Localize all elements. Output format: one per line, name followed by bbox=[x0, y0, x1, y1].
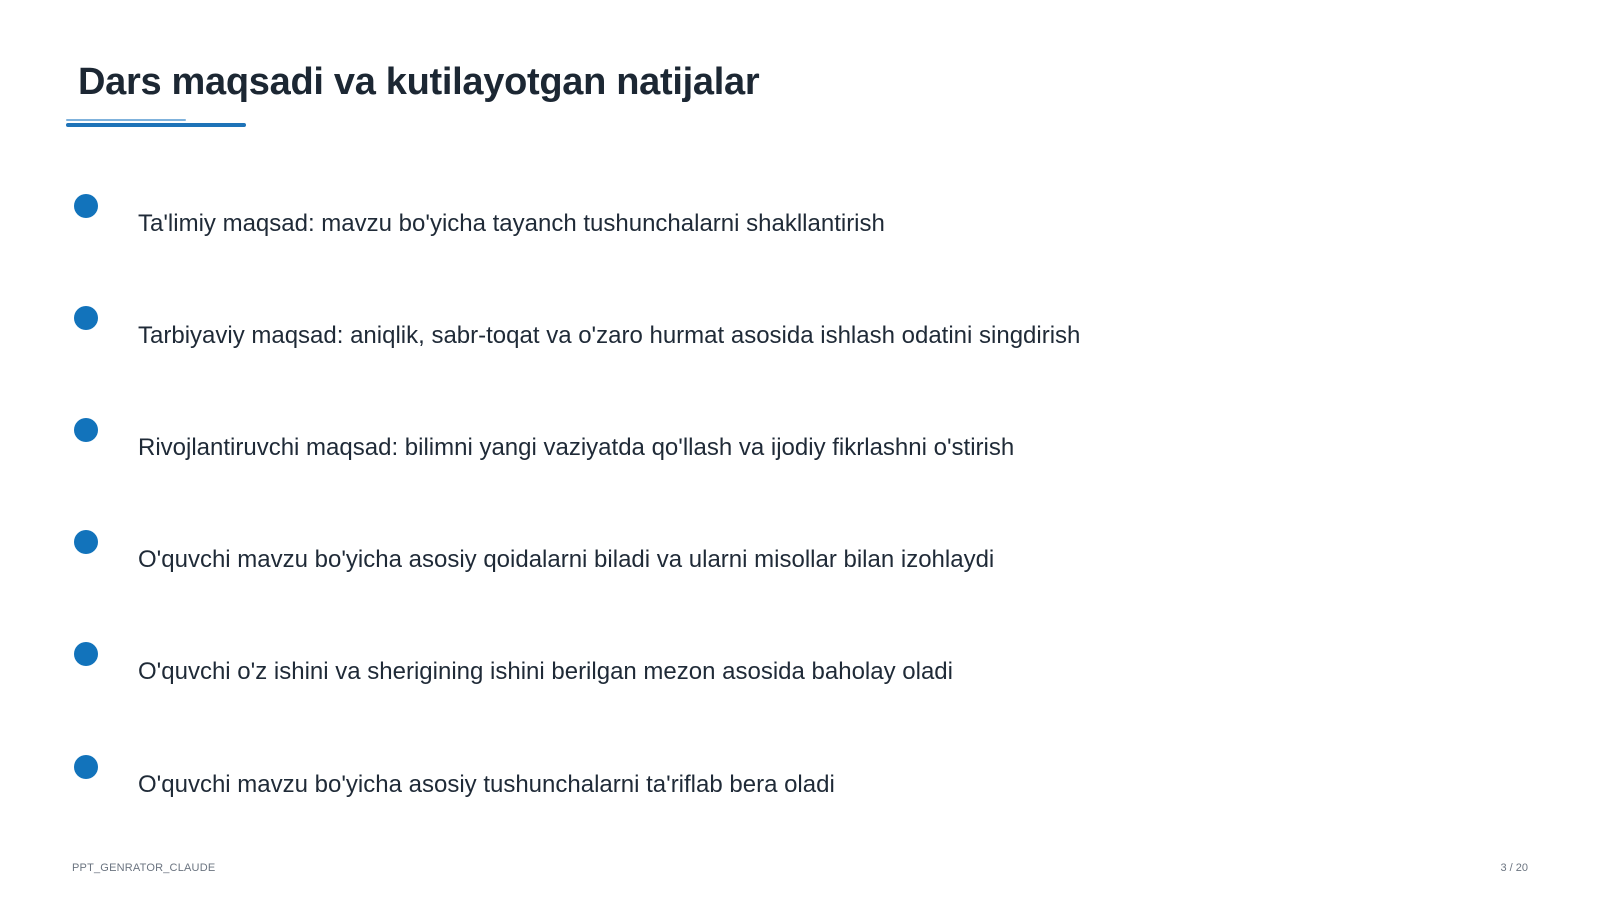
bullet-dot-icon bbox=[74, 418, 98, 442]
bullet-text: O'quvchi mavzu bo'yicha asosiy tushunchalarni ta'riflab bera oladi bbox=[138, 771, 835, 798]
bullet-item bbox=[0, 194, 1400, 254]
bullet-item bbox=[0, 306, 1400, 366]
page-indicator: 3 / 20 bbox=[1500, 862, 1528, 874]
bullet-dot-icon bbox=[74, 755, 98, 779]
bullet-text: O'quvchi mavzu bo'yicha asosiy qoidalarni biladi va ularni misollar bilan izohlaydi bbox=[138, 546, 995, 573]
bullet-dot-icon bbox=[74, 306, 98, 330]
bullet-text: Ta'limiy maqsad: mavzu bo'yicha tayanch tushunchalarni shakllantirish bbox=[138, 210, 885, 237]
footer-generator-label: PPT_GENRATOR_CLAUDE bbox=[72, 862, 216, 874]
bullet-dot-icon bbox=[74, 530, 98, 554]
title-underline bbox=[66, 123, 246, 127]
bullet-text: Rivojlantiruvchi maqsad: bilimni yangi vaziyatda qo'llash va ijodiy fikrlashni o'stirish bbox=[138, 434, 1015, 461]
title-underline-thin bbox=[66, 119, 186, 121]
bullet-dot-icon bbox=[74, 194, 98, 218]
bullet-text: O'quvchi o'z ishini va sherigining ishini berilgan mezon asosida baholay oladi bbox=[138, 658, 953, 685]
bullet-dot-icon bbox=[74, 642, 98, 666]
bullet-item bbox=[0, 418, 1400, 478]
bullet-item bbox=[0, 530, 1400, 590]
bullet-text: Tarbiyaviy maqsad: aniqlik, sabr-toqat va o'zaro hurmat asosida ishlash odatini singdirish bbox=[138, 322, 1081, 349]
bullet-item bbox=[0, 755, 1400, 815]
bullet-item bbox=[0, 642, 1400, 702]
slide-title: Dars maqsadi va kutilayotgan natijalar bbox=[78, 61, 760, 103]
